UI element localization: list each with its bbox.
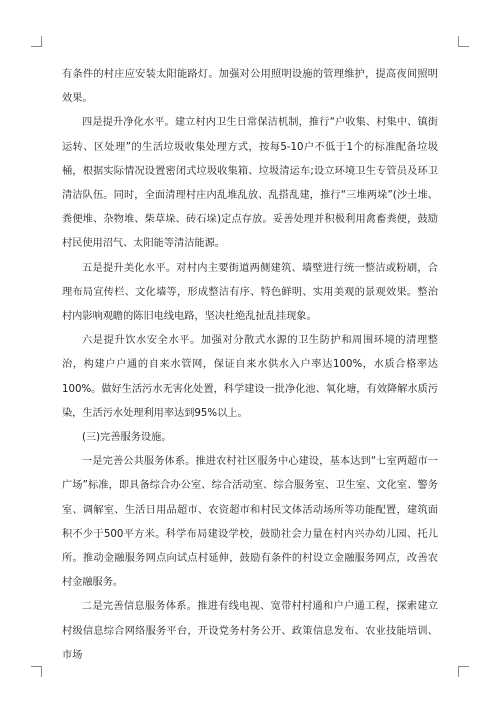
crop-mark-top-right xyxy=(458,36,469,47)
paragraph-purification: 四是提升净化水平。建立村内卫生日常保洁机制，推行“户收集、村集中、镇街运转、区处理”的生活垃圾收集处理方式，按每5-10户不低于1个的标准配备垃圾桶，根据实际情况设置密闭式垃圾收集箱、垃圾清运车;设立环境卫生专管员及环卫清洁队伍。同时，全面清理村庄内乱堆乱放、乱搭乱建，推行“三堆两垛”(沙土堆、粪便堆、杂物堆、柴草垛、砖石垛)定点存放。妥善处理并积极利用禽畜粪便，鼓励村民使用沼气、太阳能等清洁能源。 xyxy=(62,117,438,250)
document-body xyxy=(62,63,438,668)
paragraph-information-services: 二是完善信息服务体系。推进有线电视、宽带村村通和户户通工程，探索建立村级信息综合网络服务平台，开设党务村务公开、政策信息发布、农业技能培训、市场 xyxy=(62,601,438,661)
section-heading-services: (三)完善服务设施。 xyxy=(82,432,172,444)
crop-mark-bottom-left xyxy=(31,666,42,677)
paragraph-beautification: 五是提升美化水平。对村内主要街道两侧建筑、墙壁进行统一整洁或粉刷，合理布局宣传栏、文化墙等，形成整洁有序、特色鲜明、实用美观的景观效果。整治村内影响观瞻的陈旧电线电路，坚决杜绝乱扯乱挂现象。 xyxy=(62,262,438,323)
crop-mark-top-left xyxy=(31,36,42,47)
paragraph-public-services: 一是完善公共服务体系。推进农村社区服务中心建设，基本达到“七室两超市一广场”标准，即具备综合办公室、综合活动室、综合服务室、卫生室、文化室、警务室、调解室、生活日用品超市、农资超市和村民文体活动场所等功能配置，建筑面积不少于500平方米。科学布局建设学校，鼓励社会力量在村内兴办幼儿园、托儿所。推动金融服务网点向试点村延伸，鼓励有条件的村设立金融服务网点，改善农村金融服务。 xyxy=(62,456,438,589)
paragraph-drinking-water: 六是提升饮水安全水平。加强对分散式水源的卫生防护和周围环境的清理整治，构建户户通的自来水管网，保证自来水供水入户率达100%，水质合格率达100%。做好生活污水无害化处置，科学建设一批净化池、氧化塘，有效降解水质污染，生活污水处理利用率达到95%以上。 xyxy=(62,335,438,419)
crop-mark-bottom-right xyxy=(458,666,469,677)
paragraph-lighting-end: 有条件的村庄应安装太阳能路灯。加强对公用照明设施的管理维护，提高夜间照明效果。 xyxy=(62,69,438,105)
